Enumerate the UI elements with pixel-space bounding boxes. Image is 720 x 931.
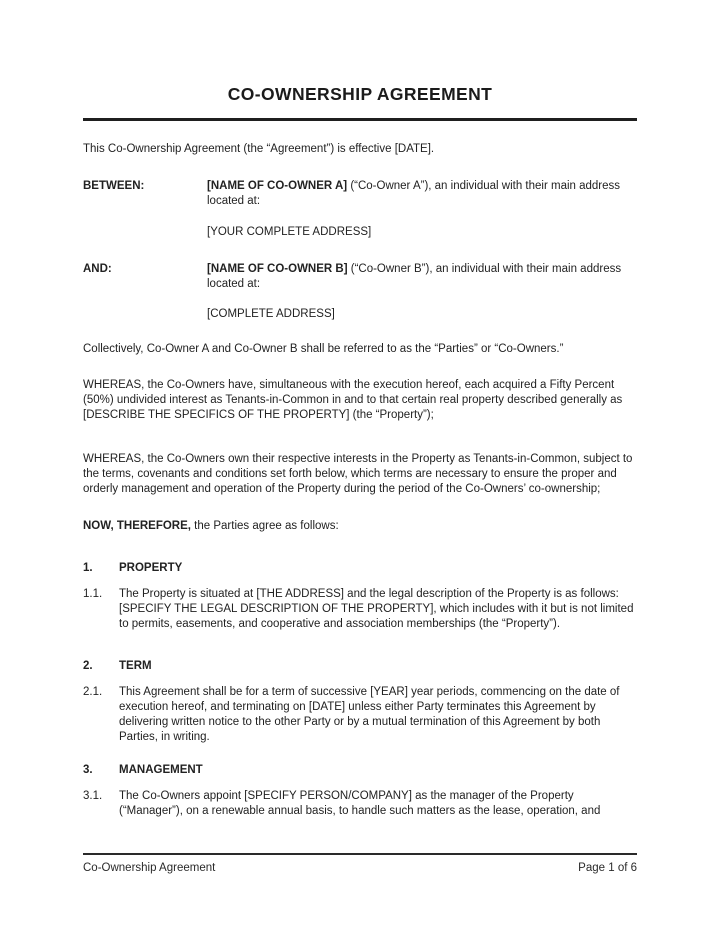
- party-b-address-placeholder: [COMPLETE ADDRESS]: [207, 308, 335, 320]
- party-a-name-placeholder: [NAME OF CO-OWNER A]: [207, 180, 348, 192]
- footer-divider-line: [83, 853, 637, 855]
- footer-document-name: Co-Ownership Agreement: [83, 862, 216, 874]
- collectively-paragraph: Collectively, Co-Owner A and Co-Owner B shall be referred to as the “Parties” or “Co-Owners.”: [83, 343, 564, 355]
- section-heading-property: [83, 561, 637, 576]
- party-a-description-rest: (“Co-Owner A”), an individual with their main address located at:: [207, 180, 621, 207]
- party-block-between: [83, 179, 637, 240]
- party-a-address-placeholder: [YOUR COMPLETE ADDRESS]: [207, 226, 372, 238]
- footer-page-number: Page 1 of 6: [578, 862, 637, 874]
- section-number: 3.: [83, 764, 93, 776]
- party-b-description: [207, 262, 637, 292]
- clause-number: 1.1.: [83, 588, 103, 600]
- section-title: TERM: [119, 660, 152, 672]
- title-divider-line: [83, 118, 637, 121]
- section-title: MANAGEMENT: [119, 764, 203, 776]
- clause-2-1: [83, 685, 637, 745]
- clause-text: The Property is situated at [THE ADDRESS] and the legal description of the Property is as follows: [SPECIFY THE LEGAL DESCRIPTION OF THE PROPERTY], which includes with it but is not limited to permits, easements, and cooperative and association memberships (the “Property”).: [119, 588, 634, 630]
- party-b-description-rest: (“Co-Owner B”), an individual with their main address located at:: [207, 263, 622, 290]
- page-footer: [83, 853, 637, 876]
- section-heading-term: [83, 659, 637, 674]
- clause-text: This Agreement shall be for a term of successive [YEAR] year periods, commencing on the date of execution hereof, and terminating on [DATE] unless either Party terminates this Agreement by delivering written notice to the other Party or by a mutual termination of this Agreement by both Parties, in writing.: [119, 686, 620, 743]
- party-block-and: [83, 262, 637, 322]
- party-body-b: [207, 262, 637, 322]
- now-therefore-paragraph: [83, 519, 637, 534]
- clause-3-1: [83, 789, 637, 819]
- party-label-and: AND:: [83, 263, 112, 275]
- footer-row: [83, 861, 637, 876]
- document-title: CO-OWNERSHIP AGREEMENT: [227, 84, 493, 104]
- clause-number: 2.1.: [83, 686, 103, 698]
- party-body-a: [207, 179, 637, 240]
- section-number: 1.: [83, 562, 93, 574]
- section-number: 2.: [83, 660, 93, 672]
- party-a-description: [207, 179, 637, 209]
- section-title: PROPERTY: [119, 562, 183, 574]
- whereas-recital-1: WHEREAS, the Co-Owners have, simultaneous with the execution hereof, each acquired a Fifty Percent (50%) undivided interest as Tenants-in-Common in and to that certain real property described generally as [DESCRIBE THE SPECIFICS OF THE PROPERTY] (the “Property”);: [83, 379, 623, 421]
- party-label-between: BETWEEN:: [83, 180, 145, 192]
- now-therefore-rest: the Parties agree as follows:: [190, 520, 339, 532]
- clause-number: 3.1.: [83, 790, 103, 802]
- intro-paragraph: This Co-Ownership Agreement (the “Agreement”) is effective [DATE].: [83, 143, 435, 155]
- whereas-recital-2: WHEREAS, the Co-Owners own their respective interests in the Property as Tenants-in-Common, subject to the terms, covenants and conditions set forth below, which terms are necessary to ensure the proper and orderly management and operation of the Property during the period of the Co-Owners’ co-ownership;: [83, 453, 633, 495]
- section-heading-management: [83, 763, 637, 778]
- clause-1-1: [83, 587, 637, 632]
- clause-text: The Co-Owners appoint [SPECIFY PERSON/COMPANY] as the manager of the Property (“Manager”), on a renewable annual basis, to handle such matters as the lease, operation, and: [119, 790, 601, 817]
- now-therefore-lead: NOW, THEREFORE,: [83, 520, 191, 532]
- party-b-name-placeholder: [NAME OF CO-OWNER B]: [207, 263, 348, 275]
